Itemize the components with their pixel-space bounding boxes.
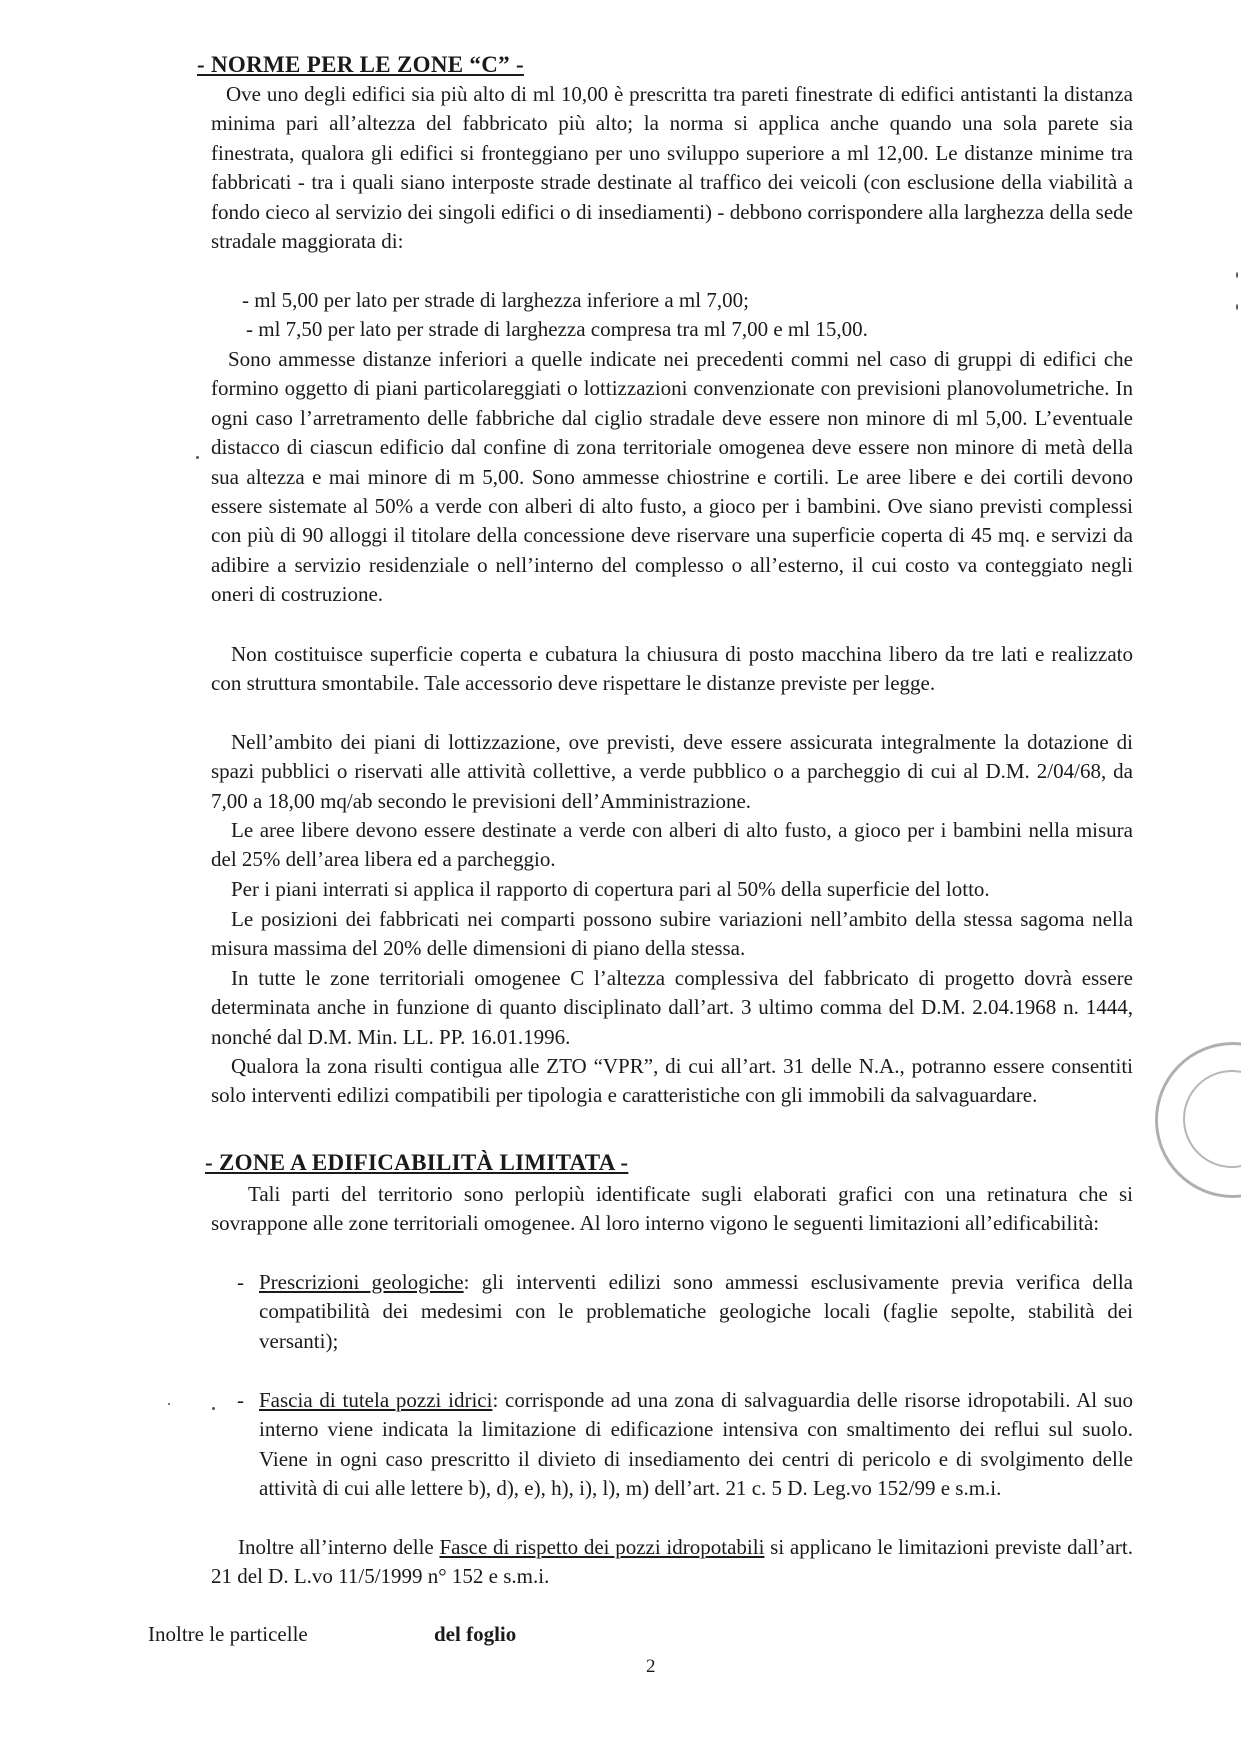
paragraph: Le aree libere devono essere destinate a verde con alberi di alto fusto, a gioco per i bambini nella misura del 25% dell’area libera ed a parcheggio. — [211, 818, 1133, 872]
scan-speck — [196, 456, 199, 459]
paragraph: Non costituisce superficie coperta e cubatura la chiusura di posto macchina libero da tre lati e realizzato con struttura smontabile. Tale accessorio deve rispettare le distanze previste per legge. — [211, 642, 1133, 696]
page-number: 2 — [646, 1656, 656, 1677]
paragraph: Le posizioni dei fabbricati nei comparti possono subire variazioni nell’ambito della stessa sagoma nella misura massima del 20% delle dimensioni di piano della stessa. — [211, 907, 1133, 961]
paragraph: Qualora la zona risulti contigua alle ZTO “VPR”, di cui all’art. 31 delle N.A., potranno essere consentiti solo interventi edilizi compatibili per tipologia e caratteristiche con gli immobili da salvaguardare. — [211, 1054, 1133, 1108]
footer-text-foglio: del foglio — [434, 1622, 517, 1646]
scan-speck — [212, 1407, 215, 1410]
paragraph: Per i piani interrati si applica il rapporto di copertura pari al 50% della superficie del lotto. — [231, 877, 990, 901]
list-item: - ml 7,50 per lato per strade di larghezza compresa tra ml 7,00 e ml 15,00. — [246, 317, 868, 341]
list-item: - ml 5,00 per lato per strade di larghezza inferiore a ml 7,00; — [242, 288, 749, 312]
paragraph: Ove uno degli edifici sia più alto di ml 10,00 è prescritta tra pareti finestrate di edifici antistanti la distanza minima pari all’altezza del fabbricato più alto; la norma si applica anche quando una sola parete sia finestrata, qualora gli edifici si fronteggiano per uno sviluppo superiore a ml 12,00. Le distanze minime tra fabbricati - tra i quali siano interposte strade destinate al traffico dei veicoli (con esclusione della viabilità a fondo cieco al servizio dei singoli edifici o di insediamenti) - debbono corrispondere alla larghezza della sede stradale maggiorata di: — [211, 82, 1133, 254]
paragraph: Tali parti del territorio sono perlopiù identificate sugli elaborati grafici con una retinatura che si sovrappone alle zone territoriali omogenee. Al loro interno vigono le seguenti limitazioni all’edificabilità: — [211, 1182, 1133, 1236]
section-heading-edificabilita-limitata: - ZONE A EDIFICABILITÀ LIMITATA - — [205, 1150, 629, 1175]
list-item-prescrizioni-geologiche: - Prescrizioni geologiche: gli interventi edilizi sono ammessi esclusivamente previa verifica della compatibilità dei medesimi con le problematiche geologiche locali (faglie sepolte, stabilità dei versanti); — [237, 1270, 1134, 1353]
scan-speck — [1236, 272, 1238, 278]
paragraph: In tutte le zone territoriali omogenee C l’altezza complessiva del fabbricato di progetto dovrà essere determinata anche in funzione di quanto disciplinato dall’art. 3 ultimo comma del D.M. 2.04.1968 n. 1444, nonché dal D.M. Min. LL. PP. 16.01.1996. — [211, 966, 1133, 1049]
scan-speck — [168, 1403, 170, 1405]
section-heading-zone-c: - NORME PER LE ZONE “C” - — [197, 52, 524, 77]
footer-text-particelle: Inoltre le particelle — [148, 1622, 308, 1646]
paragraph: Sono ammesse distanze inferiori a quelle indicate nei precedenti commi nel caso di gruppi di edifici che formino oggetto di piani particolareggiati o lottizzazioni convenzionate con previsioni planovolumetriche. In ogni caso l’arretramento delle fabbriche dal ciglio stradale deve essere non minore di ml 5,00. L’eventuale distacco di ciascun edificio dal confine di zona territoriale omogenea deve essere non minore di metà della sua altezza e mai minore di m 5,00. Sono ammesse chiostrine e cortili. Le aree libere e dei cortili devono essere sistemate al 50% a verde con alberi di alto fusto, a gioco per i bambini. Ove siano previsti complessi con più di 90 alloggi il titolare della concessione deve riservare una superficie coperta di 45 mq. e servizi da adibire a servizio residenziale o nell’interno del complesso o all’esterno, il cui costo va conteggiato negli oneri di costruzione. — [211, 347, 1133, 607]
list-item-fascia-tutela-pozzi: - Fascia di tutela pozzi idrici: corrisponde ad una zona di salvaguardia delle risorse idropotabili. Al suo interno viene indicata la limitazione di edificazione intensiva con smaltimento dei reflui sul suolo. Viene in ogni caso prescritto il divieto di insediamento dei centri di pericolo e di svolgimento delle attività di cui alle lettere b), d), e), h), i), l), m) dell’art. 21 c. 5 D. Leg.vo 152/99 e s.m.i. — [237, 1388, 1134, 1501]
scan-speck — [1236, 304, 1238, 310]
paragraph: Nell’ambito dei piani di lottizzazione, ove previsti, deve essere assicurata integralmente la dotazione di spazi pubblici o riservati alle attività collettive, a verde pubblico o a parcheggio di cui al D.M. 2/04/68, da 7,00 a 18,00 mq/ab secondo le previsioni dell’Amministrazione. — [211, 730, 1133, 813]
paragraph: Inoltre all’interno delle Fasce di rispetto dei pozzi idropotabili si applicano le limitazioni previste dall’art. 21 del D. L.vo 11/5/1999 n° 152 e s.m.i. — [211, 1535, 1133, 1589]
